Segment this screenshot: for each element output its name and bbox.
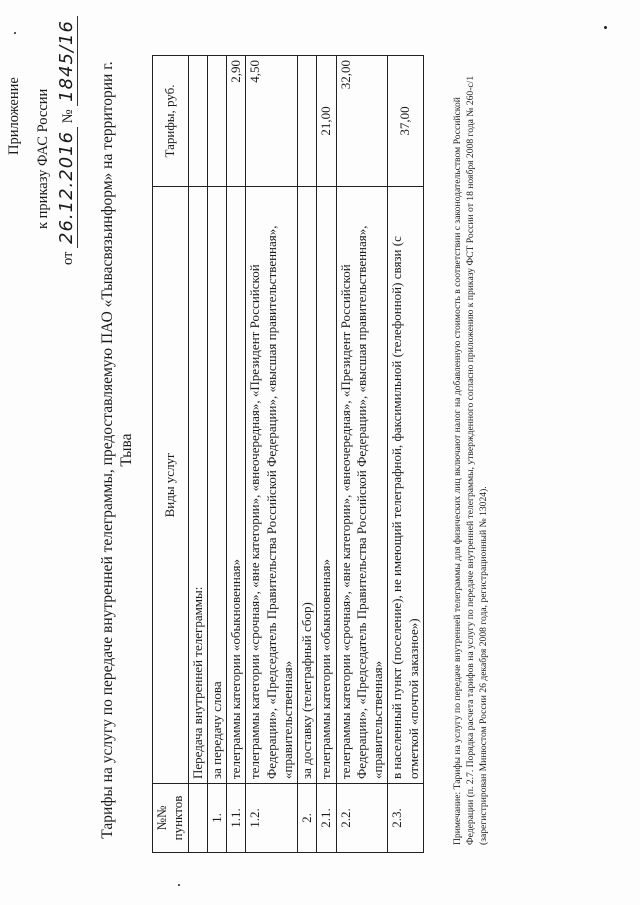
header-price: Тарифы, руб. <box>153 56 189 187</box>
header-service: Виды услуг <box>153 187 189 784</box>
row-number: 1.2. <box>246 784 298 853</box>
section-number-cell <box>188 784 207 853</box>
row-price <box>298 56 317 187</box>
row-service: за передачу слова <box>207 187 226 784</box>
table-row <box>246 56 298 853</box>
header-number: №№ пунктов <box>153 784 189 853</box>
row-service: телеграммы категории «срочная», «вне категории», «внеочередная», «Президент Российской Федерации», «Председатель Правительства Российской Федерации», «высшая правительственная», «правительственная» <box>246 187 298 784</box>
table-row <box>388 56 424 853</box>
document-title: Тарифы на услугу по передаче внутренней телеграммы, предоставляемую ПАО «Тывасвязьинформ» на территории г. Тыва <box>99 61 136 839</box>
row-price: 2,90 <box>227 56 246 187</box>
tariff-table <box>152 55 424 853</box>
row-price: 21,00 <box>317 56 336 187</box>
appendix-title: Приложение <box>6 77 22 155</box>
number-prefix: № <box>60 109 77 124</box>
table-row <box>207 56 226 853</box>
row-number: 2.2. <box>336 784 388 853</box>
appendix-order-line: к приказу ФАС России <box>34 88 51 229</box>
row-price <box>207 56 226 187</box>
table-row <box>298 56 317 853</box>
table-row <box>336 56 388 853</box>
date-prefix: от <box>60 251 77 265</box>
row-price: 4,50 <box>246 56 298 187</box>
table-row <box>317 56 336 853</box>
appendix-date-line <box>56 20 78 265</box>
row-number: 2.1. <box>317 784 336 853</box>
table-row <box>227 56 246 853</box>
footnote: Примечание: Тарифы на услугу по передаче внутренней телеграммы для физических лиц включают налог на добавленную стоимость в соответствии с законодательством Российской Федерации (п. 2.7. Порядка расчета тарифов на услугу по передаче внутренней телеграммы, утвержденного согласно приложению к приказу ФСТ России от 18 ноября 2008 года № 260-с/1 (зарегистрирован Минюстом России 26 декабря 2008 года, регистрационный № 13024). <box>452 75 489 845</box>
row-number: 1. <box>207 784 226 853</box>
table-section-row <box>188 56 207 853</box>
row-service: телеграммы категории «обыкновенная» <box>317 187 336 784</box>
row-service: телеграммы категории «обыкновенная» <box>227 187 246 784</box>
row-number: 2.3. <box>388 784 424 853</box>
row-number: 2. <box>298 784 317 853</box>
row-service: в населенный пункт (поселение), не имеющий телеграфной, факсимильной (телефонной) связи (с отметкой «почтой заказное») <box>388 187 424 784</box>
handwritten-number: 1845/16 <box>56 16 78 106</box>
section-title: Передача внутренней телеграммы: <box>188 187 207 784</box>
table-header-row <box>153 56 189 853</box>
section-price-cell <box>188 56 207 187</box>
row-price: 37,00 <box>388 56 424 187</box>
row-service: за доставку (телеграфный сбор) <box>298 187 317 784</box>
appendix-block <box>6 20 78 265</box>
handwritten-date: 26.12.2016 <box>56 127 78 248</box>
row-price: 32,00 <box>336 56 388 187</box>
row-service: телеграммы категории «срочная», «вне категории», «внеочередная», «Президент Российской Федерации», «Председатель Правительства Российской Федерации», «высшая правительственная», «правительственная» <box>336 187 388 784</box>
row-number: 1.1. <box>227 784 246 853</box>
